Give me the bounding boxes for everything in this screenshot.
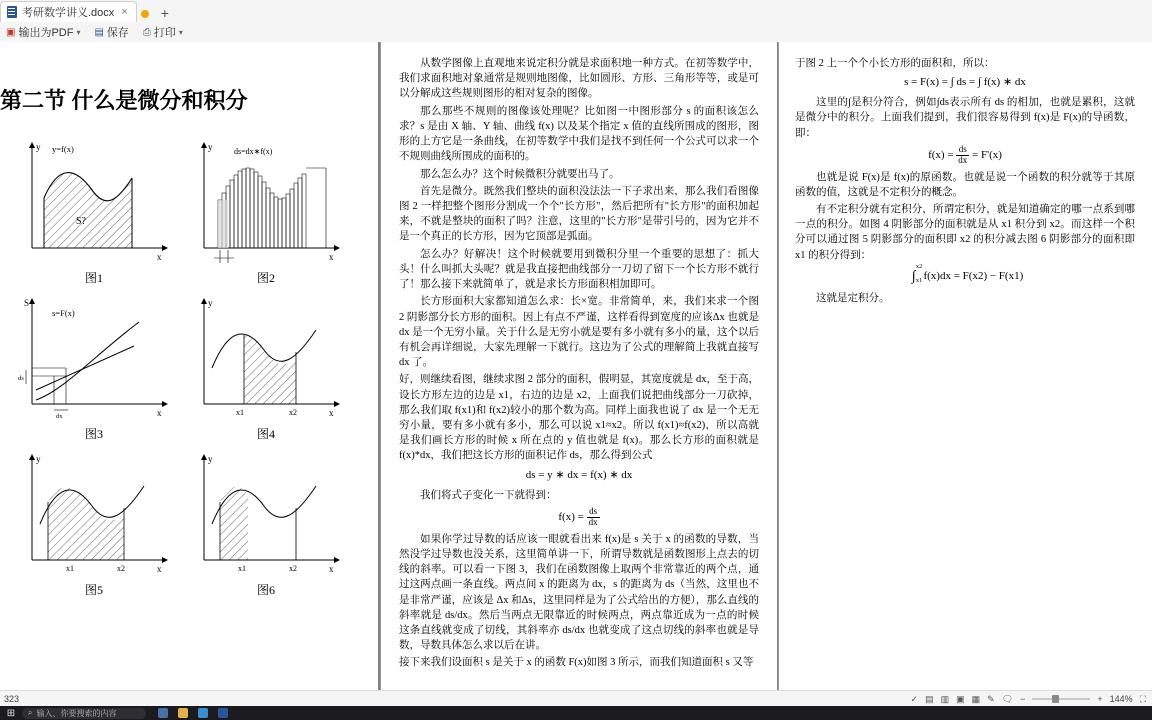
search-icon: ⌕ — [28, 708, 33, 717]
chevron-down-icon[interactable]: ▾ — [76, 27, 81, 37]
tab-bar — [0, 0, 1152, 23]
svg-text:y: y — [36, 142, 41, 152]
export-pdf-button[interactable] — [6, 24, 80, 40]
figure-5-graphic — [14, 450, 174, 575]
formula-derivative-right-lhs: f(x) = — [928, 148, 954, 161]
zoom-slider-handle[interactable] — [1052, 695, 1059, 703]
formula-definite-text: f(x)dx = F(x2) − F(x1) — [923, 269, 1024, 282]
page-left — [0, 42, 378, 690]
formula-area-integral: s = F(x) = ∫ ds = ∫ f(x) ∗ dx — [904, 76, 1026, 89]
paragraph: 接下来我们设面积 s 是关于 x 的函数 F(x)如图 3 所示，而我们知道面积 s 又等 — [399, 657, 754, 669]
comment-icon[interactable]: 🗨 — [1001, 693, 1014, 704]
word-icon[interactable] — [218, 708, 228, 718]
figure-2 — [186, 138, 346, 286]
fraction — [587, 507, 600, 528]
page-middle — [380, 42, 777, 690]
svg-text:x: x — [329, 252, 334, 262]
figure-1 — [14, 138, 174, 286]
outline-icon[interactable]: ▦ — [971, 693, 981, 704]
save-label: 保存 — [106, 27, 129, 39]
document-canvas[interactable] — [0, 42, 1152, 690]
svg-text:s=F(x): s=F(x) — [52, 308, 75, 318]
page-title: 第二节 什么是微分和积分 — [0, 88, 248, 113]
figure-row-3 — [14, 450, 354, 598]
svg-text:x1: x1 — [238, 564, 246, 573]
fraction-denominator: dx — [588, 516, 598, 527]
svg-text:y: y — [36, 454, 41, 464]
integral-icon: ∫ — [911, 268, 916, 284]
print-button[interactable] — [143, 24, 183, 40]
figure-3 — [14, 294, 174, 442]
svg-text:ds: ds — [18, 375, 24, 382]
zoom-level-label: 144% — [1109, 694, 1133, 704]
right-column-text — [795, 56, 1135, 308]
spell-check-icon[interactable]: ✓ — [910, 693, 919, 704]
paragraph: 首先是微分。既然我们整块的面积没法法一下子求出来，那么我们看图像图 2 一样把整个图形分割成一个个"长方形"，然后把所有"长方形"的面积加起来，不就是整块的面积了吗？注意，这里的"长方形"是带引号的，因为它并不是一个真正的长方形，因为它顶部是弧面。 — [399, 185, 759, 243]
svg-text:ds=dx∗f(x): ds=dx∗f(x) — [234, 147, 273, 156]
integral-upper-limit: x2 — [915, 262, 923, 270]
paragraph: 好，则继续看图，继续求图 2 部分的面积，假明显，其宽度就是 dx，至于高，设长方形左边的边是 x1，右边的边是 x2，上面我们说把曲线部分一刀砍掉，那么我们取 f(x1)和 f(x2)较小的那个数为高。同样上面我也说了 dx 是一个无无穷小量，要有多小就有多小，那么可以说 x1≈x2。所以 f(x1)≈f(x2)，所以高就是我们画长方形的时候 x 所在点的 y 值也就是 f(x)。那么长方形的面积就是 f(x)*dx，我们把这长方形的面积记作 ds，那么得到公式 — [399, 374, 759, 462]
svg-text:dx: dx — [56, 413, 63, 419]
svg-text:y=f(x): y=f(x) — [52, 144, 74, 154]
word-count-label: 323 — [4, 694, 20, 704]
start-button[interactable]: ⊞ — [6, 707, 16, 719]
formula-derivative-lhs: f(x) = — [558, 510, 584, 523]
figure-3-graphic — [14, 294, 174, 419]
middle-column-text — [399, 56, 759, 673]
zoom-in-button[interactable]: + — [1097, 694, 1103, 704]
paragraph: 有不定积分就有定积分，所谓定积分，就是知道确定的哪一点系到哪一点的积分。如图 4 阴影部分的面积就是从 x1 积分到 x2。而这样一个积分可以通过图 5 阴影部分的面积即 x2 的积分减去图 6 阴影部分的面积即 x1 的积分得到： — [795, 204, 1135, 261]
svg-text:x: x — [157, 564, 162, 574]
paragraph: 从数学图像上直观地来说定积分就是求面积地一种方式。在初等数学中，我们求面积地对象通常是规则地图像，比如圆形、方形、三角形等等，或是可以分解成这些规则图形的相对复杂的图像。 — [399, 58, 759, 100]
figure-1-caption: 图1 — [84, 271, 103, 285]
edit-icon[interactable]: ✎ — [987, 693, 995, 704]
svg-text:S?: S? — [76, 216, 86, 227]
fraction-numerator: ds — [956, 145, 969, 156]
paragraph: 这里的∫是积分符合，例如∫ds表示所有 ds 的相加，也就是累积，这就是微分中的积分。上面我们提到，我们很容易得到 f(x)是 F(x)的导函数，即： — [795, 97, 1135, 139]
svg-text:y: y — [208, 298, 213, 308]
web-layout-icon[interactable]: ▥ — [940, 693, 950, 704]
svg-text:x2: x2 — [289, 564, 297, 573]
figure-row-1 — [14, 138, 354, 286]
word-document-icon — [7, 6, 17, 18]
figure-4-caption: 图4 — [256, 427, 275, 441]
figure-2-graphic — [186, 138, 346, 263]
taskbar-search[interactable] — [22, 708, 146, 719]
paragraph: 我们将式子变化一下就得到： — [420, 489, 557, 501]
status-bar — [0, 690, 1152, 707]
save-icon: ▤ — [94, 26, 104, 38]
quick-toolbar — [0, 22, 1152, 43]
page-view-icon[interactable]: ▤ — [925, 693, 934, 704]
taskbar — [0, 706, 1152, 720]
svg-text:y: y — [208, 454, 213, 464]
svg-text:x1: x1 — [66, 564, 74, 573]
save-button[interactable] — [94, 24, 128, 40]
paragraph: 也就是说 F(x)是 f(x)的原函数。也就是说一个函数的积分就等于其原函数的值，这就是不定积分的概念。 — [795, 171, 1135, 198]
figure-3-caption: 图3 — [84, 427, 103, 441]
unsaved-indicator-dot — [141, 10, 149, 18]
fraction-denominator: dx — [958, 154, 968, 165]
figure-6 — [186, 450, 346, 598]
paragraph: 长方形面积大家都知道怎么求：长×宽。非常简单，来，我们来求一个图 2 阴影部分长方形的面积。因上有点不严谨，这样看得到宽度的应该Δx 也就是 dx 是一个无穷小量。关于什么是无穷小就是要有多小就有多小的量，这个以后有机会再详细说，大家先理解一下就行。这边为了公式的理解简上我就直接写 dx 了。 — [399, 296, 759, 369]
svg-text:x: x — [157, 408, 162, 418]
formula-ds: ds = y ∗ dx = f(x) ∗ dx — [525, 468, 633, 481]
chevron-down-icon-print[interactable]: ▾ — [178, 27, 183, 37]
figure-row-2 — [14, 294, 354, 442]
status-right-group — [911, 694, 1152, 705]
paragraph: 如果你学过导数的话应该一眼就看出来 f(x)是 s 关于 x 的函数的导数，当然没学过导数也没关系，这里简单讲一下，所谓导数就是函数图形上点去的切线的斜率。可以看一下图 3，我们在函数图像上取两个非常靠近的两个点，通过这两点画一条直线。两点间 x 的距离为 dx，s 的距离为 ds（当然，这里也不是非常严谨，应该是 Δx 和Δs，这里同样是为了公式给出的方便），那么直线的斜率就是 ds/dx。然后当两点无限靠近的时候两点，两点靠近成为一点的时候这条直线就变成了切线，其斜率亦 ds/dx 也就变成了这点切线的斜率也就是导数，导数具体怎么求以后在讲。 — [399, 533, 759, 652]
svg-text:x: x — [157, 252, 162, 262]
formula-derivative-right — [795, 145, 1135, 166]
svg-text:x2: x2 — [289, 408, 297, 417]
document-tab-label: 考研数学讲义.docx — [22, 7, 115, 19]
zoom-out-button[interactable]: − — [1020, 694, 1026, 704]
figure-4 — [186, 294, 346, 442]
browser-icon[interactable] — [198, 708, 208, 718]
figure-6-caption: 图6 — [256, 583, 275, 597]
taskbar-apps — [158, 708, 228, 718]
reading-icon[interactable]: ▣ — [956, 693, 965, 704]
paragraph: 这就是定积分。 — [816, 293, 890, 305]
svg-text:y: y — [208, 142, 213, 152]
figure-2-caption: 图2 — [256, 271, 275, 285]
search-placeholder: 输入、你要搜索的内容 — [36, 708, 117, 718]
svg-text:x: x — [329, 564, 334, 574]
task-view-icon[interactable] — [158, 708, 168, 718]
paragraph: 那么那些不规则的图像该处理呢？比如图一中图形部分 s 的面积该怎么求？s 是由 X 轴、Y 轴、曲线 f(x) 以及某个指定 x 值的直线所围成的图形，图形的上方它是一条曲线，在初等数学中我们是找不到任何一个公式可以求一个不规则曲线所围成的面积的。 — [399, 105, 759, 163]
integral-lower-limit: x1 — [915, 276, 923, 284]
paragraph: 怎么办？好解决！这个时候就要用到微积分里一个重要的思想了：抓大头！什么叫抓大头呢？就是我直接把曲线部分一刀切了留下一个长方形不就行了！那么接下来就简单了，就是求长方形面积相加即可。 — [399, 248, 759, 291]
paragraph: 于图 2 上一个个小长方形的面积和，所以： — [795, 58, 995, 69]
figure-1-graphic — [14, 138, 174, 263]
figure-5-caption: 图5 — [84, 583, 103, 597]
fraction — [956, 145, 969, 166]
folder-icon[interactable] — [178, 708, 188, 718]
figure-5 — [14, 450, 174, 598]
document-tab[interactable] — [0, 1, 137, 22]
new-tab-button[interactable]: + — [160, 5, 169, 21]
svg-text:S: S — [24, 298, 30, 308]
svg-text:x: x — [329, 408, 334, 418]
svg-text:x2: x2 — [117, 564, 125, 573]
page-right — [778, 42, 1152, 690]
export-pdf-icon: ▣ — [6, 26, 16, 38]
close-icon[interactable]: × — [121, 6, 128, 18]
zoom-slider[interactable] — [1032, 698, 1090, 700]
figure-4-graphic — [186, 294, 346, 419]
svg-text:x1: x1 — [236, 408, 244, 417]
figure-6-graphic — [186, 450, 346, 575]
figure-grid — [14, 138, 354, 606]
paragraph: 那么怎么办？这个时候微积分就要出马了。 — [420, 168, 620, 180]
formula-derivative-right-rhs: = F'(x) — [972, 148, 1002, 161]
formula-derivative — [399, 507, 759, 528]
print-icon: ⎙ — [142, 26, 151, 38]
formula-definite-integral — [795, 262, 1135, 287]
fraction-numerator: ds — [587, 507, 600, 518]
print-label: 打印 — [153, 27, 176, 39]
export-pdf-label: 输出为PDF — [18, 27, 74, 39]
fullscreen-icon[interactable]: ⛶ — [1139, 693, 1146, 704]
